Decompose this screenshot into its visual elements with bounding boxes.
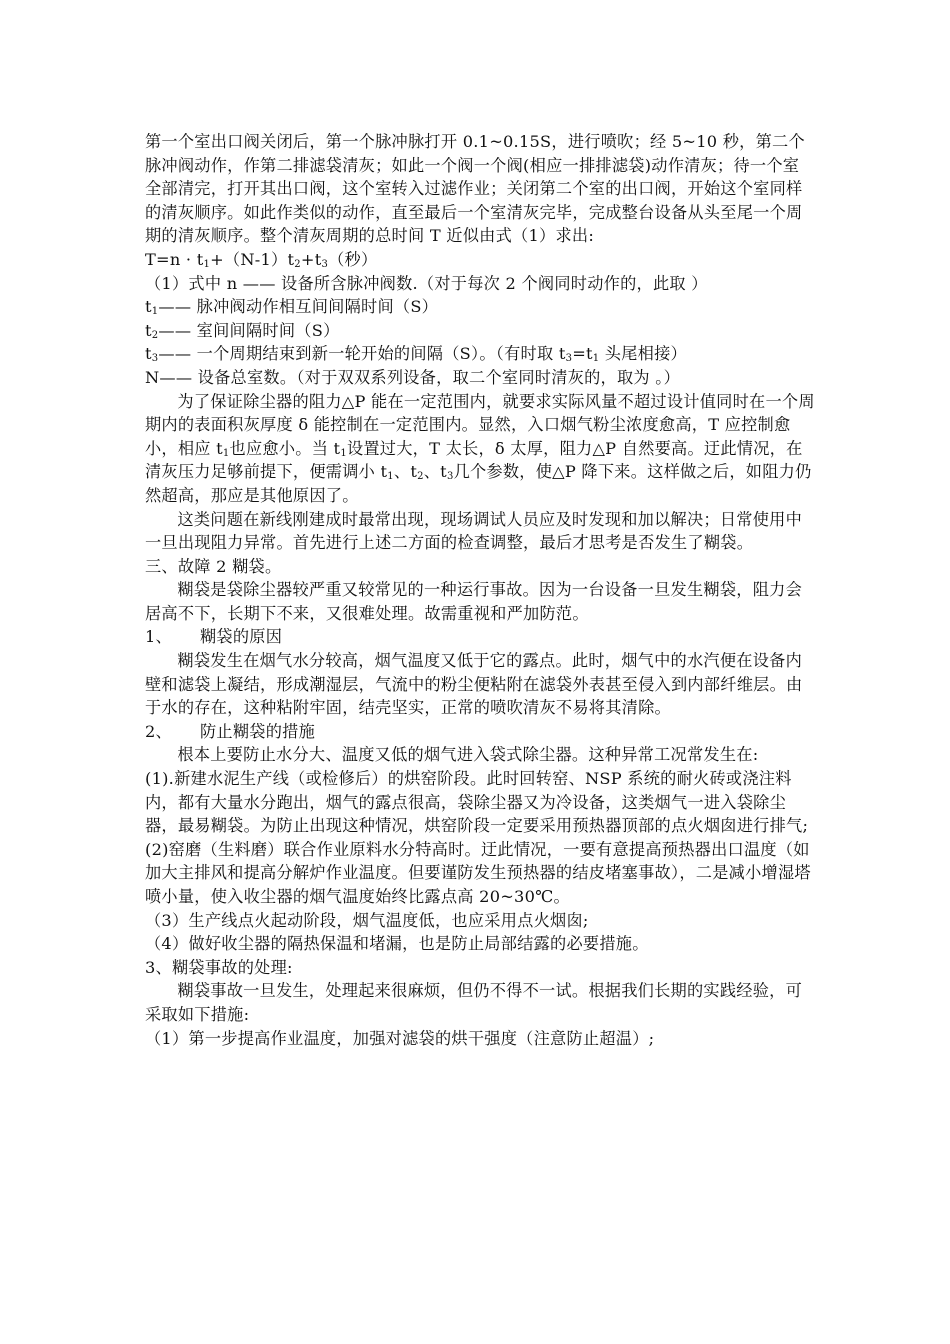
list-item-handling-1: （1）第一步提高作业温度，加强对滤袋的烘干强度（注意防止超温）; bbox=[145, 1028, 655, 1048]
definition-N: N—— 设备总室数。（对于双双系列设备，取二个室同时清灰的，取为 。） bbox=[145, 367, 681, 387]
document-page bbox=[145, 130, 815, 1050]
list-item-1: (1).新建水泥生产线（或检修后）的烘窑阶段。此时回转窑、NSP 系统的耐火砖或浇注料内，都有大量水分跑出，烟气的露点很高，袋除尘器又为冷设备，这类烟气一进入袋除尘器，最易糊袋。为防止出现这种情况，烘窑阶段一定要采用预热器顶部的点火烟囱进行排气; bbox=[145, 769, 809, 836]
list-item-3: （3）生产线点火起动阶段，烟气温度低，也应采用点火烟囱; bbox=[145, 910, 589, 930]
paragraph-cause: 糊袋发生在烟气水分较高，烟气温度又低于它的露点。此时，烟气中的水汽便在设备内壁和滤袋上凝结，形成潮湿层，气流中的粉尘便粘附在滤袋外表甚至侵入到内部纤维层。由于水的存在，这种粘附牢固，结壳坚实，正常的喷吹清灰不易将其清除。 bbox=[145, 651, 803, 718]
paragraph-bag-blinding-intro: 糊袋是袋除尘器较严重又较常见的一种运行事故。因为一台设备一旦发生糊袋，阻力会居高不下，长期下不来，又很难处理。故需重视和严加防范。 bbox=[145, 580, 803, 623]
definition-t3: $t_3——$ 一个周期结束到新一轮开始的间隔（S）。（有时取 $t_3=t_1$ 头尾相接） bbox=[145, 344, 687, 365]
paragraph-new-line: 这类问题在新线刚建成时最常出现，现场调试人员应及时发现和加以解决；日常使用中一旦出现阻力异常。首先进行上述二方面的检查调整，最后才思考是否发生了糊袋。 bbox=[145, 509, 803, 553]
definition-n: （1）式中 n —— 设备所含脉冲阀数.（对于每次 2 个阀同时动作的，此取 ） bbox=[145, 273, 708, 293]
paragraph-resistance: 为了保证除尘器的阻力△P 能在一定范围内，就要求实际风量不超过设计值同时在一个周期内的表面积灰厚度 δ 能控制在一定范围内。显然，入口烟气粉尘浓度愈高，T 应控制愈小，相应 $t_1$也应愈小。当 $t_1$设置过大，T 太长，δ 太厚，阻力△P 自然要高。迂此情况，在清灰压力足够前提下，便需调小 $t_1$、$t_2$、$t_3$几个参数，使△P 降下来。这样做之后，如阻力仍然超高，那应是其他原因了。 bbox=[145, 391, 815, 505]
paragraph-prevention: 根本上要防止水分大、温度又低的烟气进入袋式除尘器。这种异常工况常发生在: bbox=[177, 745, 759, 765]
definition-t2: $t_2——$ 室间间隔时间（S） bbox=[145, 320, 340, 341]
definition-t1: $t_1——$ 脉冲阀动作相互间间隔时间（S） bbox=[145, 297, 439, 318]
subheading-handling: 3、糊袋事故的处理: bbox=[145, 957, 293, 977]
paragraph-cleaning-sequence: 第一个室出口阀关闭后，第一个脉冲脉打开 0.1~0.15S，进行喷吹；经 5~10 秒，第二个脉冲阀动作，作第二排滤袋清灰；如此一个阀一个阀(相应一排排滤袋)动作清灰；待一个室全部清完，打开其出口阀，这个室转入过滤作业；关闭第二个室的出口阀，开始这个室同样的清灰顺序。如此作类似的动作，直至最后一个室清灰完毕，完成整台设备从头至尾一个周期的清灰顺序。整个清灰周期的总时间 T 近似由式（1）求出: bbox=[145, 132, 805, 246]
subheading-prevention: 2、 防止糊袋的措施 bbox=[145, 721, 316, 741]
list-item-4: （4）做好收尘器的隔热保温和堵漏，也是防止局部结露的必要措施。 bbox=[145, 934, 649, 954]
paragraph-handling: 糊袋事故一旦发生，处理起来很麻烦，但仍不得不一试。根据我们长期的实践经验，可采取如下措施: bbox=[145, 981, 803, 1024]
subheading-cause: 1、 糊袋的原因 bbox=[145, 627, 283, 647]
list-item-2: (2)窑磨（生料磨）联合作业原料水分特高时。迂此情况，一要有意提高预热器出口温度（如加大主排风和提高分解炉作业温度。但要谨防发生预热器的结皮堵塞事故），二是减小增湿塔喷小量，使入收尘器的烟气温度始终比露点高 20~30℃。 bbox=[145, 839, 811, 906]
section-heading-fault-2: 三、故障 2 糊袋。 bbox=[145, 556, 282, 576]
formula-line: $T=n \cdot t_1+(N-1)t_2+t_3$（秒） bbox=[145, 249, 378, 270]
